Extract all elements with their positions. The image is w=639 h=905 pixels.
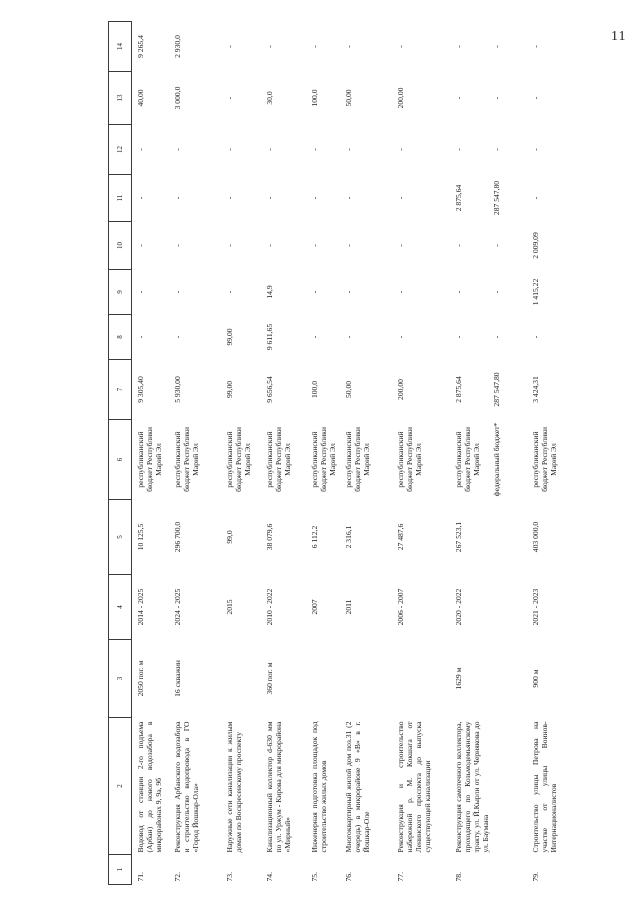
value-col-9: -	[343, 290, 353, 294]
value-regional: -	[453, 290, 463, 294]
estimated-cost: 6 112,2	[309, 525, 319, 549]
value-col-12: -	[224, 148, 234, 151]
value-regional: -	[453, 244, 463, 247]
column-number-10: 10	[109, 222, 132, 270]
value-col-7	[450, 360, 527, 420]
value-col-11	[450, 175, 527, 222]
capacity	[306, 640, 340, 718]
value-federal: -	[491, 45, 501, 48]
value-col-8: 99,00	[224, 328, 234, 346]
funding-source: республиканский бюджет Республики Марий Эл	[343, 427, 371, 492]
value-col-13: 30,0	[264, 91, 274, 105]
value-col-12	[450, 125, 527, 175]
value-col-14: -	[343, 45, 353, 48]
value-col-11: -	[343, 196, 353, 200]
value-col-7: 200,00	[395, 379, 405, 400]
value-col-10: -	[343, 244, 353, 247]
row-number: 79.	[530, 872, 540, 882]
value-col-10: -	[136, 244, 145, 247]
estimated-cost: 2 316,1	[343, 525, 353, 549]
value-col-12: -	[343, 148, 353, 151]
column-number-4: 4	[109, 575, 132, 640]
capacity	[340, 640, 392, 718]
capacity: 900 м	[530, 669, 540, 688]
value-col-7: 99,00	[224, 380, 234, 399]
capacity: 1629 м	[453, 667, 463, 690]
table-row-77	[392, 22, 450, 885]
value-col-11: -	[309, 196, 319, 200]
value-col-8: -	[530, 335, 540, 339]
column-number-14: 14	[109, 22, 132, 72]
value-col-13: -	[224, 96, 234, 100]
investment-objects-table	[108, 21, 565, 885]
value-col-13: 200,00	[395, 87, 405, 109]
value-federal: -	[491, 290, 501, 294]
value-col-8: -	[172, 335, 182, 339]
funding-source: республиканский бюджет Республики Марий Эл	[136, 427, 163, 492]
value-regional: -	[453, 335, 463, 339]
value-regional: -	[453, 45, 463, 48]
value-col-10: -	[224, 244, 234, 247]
estimated-cost: 267 523,1	[453, 521, 463, 553]
capacity: 16 скважин	[172, 660, 182, 697]
value-regional: 2 875,64	[453, 376, 463, 403]
column-number-13: 13	[109, 72, 132, 125]
column-number-6: 6	[109, 420, 132, 500]
value-col-12: -	[530, 148, 540, 151]
value-col-12: -	[172, 148, 182, 151]
estimated-cost: 10 125,5	[136, 523, 145, 551]
table-row-71	[132, 22, 169, 885]
column-number-11: 11	[109, 175, 132, 222]
value-col-13: 100,0	[309, 89, 319, 107]
value-col-8: -	[343, 335, 353, 339]
value-regional: -	[453, 96, 463, 100]
construction-period: 2021 - 2023	[530, 588, 540, 626]
value-col-9: -	[395, 290, 405, 294]
value-col-10: 2 009,09	[530, 232, 540, 259]
funding-source-federal: федеральный бюджет*	[491, 422, 501, 497]
object-name: Водовод от станции 2-го подъема (Арбан) до нового водозабора в микрорайонах 9, 9а, 9б	[136, 721, 163, 853]
column-number-2: 2	[109, 718, 132, 855]
estimated-cost: 403 000,0	[530, 521, 540, 553]
value-col-13: 50,00	[343, 89, 353, 107]
column-number-9: 9	[109, 270, 132, 315]
value-col-14: -	[309, 45, 319, 48]
value-col-11: -	[264, 196, 274, 200]
value-col-9	[450, 270, 527, 315]
value-col-13: -	[530, 96, 540, 100]
table-row-72	[169, 22, 221, 885]
row-number: 77.	[395, 872, 405, 882]
value-col-11: -	[395, 196, 405, 200]
value-federal: -	[491, 96, 501, 100]
object-name: Многоквартирный жилой дом поз.31 (2 очередь) в микрорайоне 9 «В» в г. Йошкар-Оле	[343, 721, 371, 853]
value-col-9: -	[224, 290, 234, 294]
value-col-9: -	[136, 290, 145, 294]
construction-period: 2011	[343, 599, 353, 615]
capacity	[221, 640, 261, 718]
value-col-8: 9 611,65	[264, 323, 274, 351]
column-number-5: 5	[109, 500, 132, 575]
funding-source: республиканский бюджет Республики Марий Эл	[395, 427, 423, 492]
value-col-9: -	[172, 290, 182, 294]
row-number: 72.	[172, 872, 182, 882]
value-col-9: 1 415,22	[530, 278, 540, 306]
table-row-78	[450, 22, 527, 885]
object-name: Реконструкция и строительство набережной р. М. Кокшага от Ленинского проспекта до выпуска существующей канализации	[395, 721, 432, 853]
value-col-14: -	[395, 45, 405, 48]
value-col-14: 9 265,4	[136, 35, 145, 58]
value-col-9: -	[309, 290, 319, 294]
value-col-7: 50,00	[343, 380, 353, 399]
funding-source: республиканский бюджет Республики Марий Эл	[224, 427, 252, 492]
page-number: 11	[611, 29, 627, 44]
funding-source: республиканский бюджет Республики Марий Эл	[264, 427, 292, 492]
column-number-12: 12	[109, 125, 132, 175]
object-name: Наружные сети канализации к жилым домам по Воскресенскому проспекту	[224, 721, 243, 853]
construction-period: 2006 - 2007	[395, 588, 405, 626]
value-col-13: 40,00	[136, 89, 145, 107]
value-col-12: -	[264, 148, 274, 151]
value-col-11: -	[136, 196, 145, 200]
row-number: 71.	[136, 872, 145, 882]
row-number: 78.	[453, 872, 463, 882]
table-row-73	[221, 22, 261, 885]
object-name: Инженерная подготовка площадок под строительство жилых домов	[309, 721, 328, 853]
row-number: 74.	[264, 872, 274, 882]
column-number-3: 3	[109, 640, 132, 718]
value-regional: 2 875,64	[453, 184, 463, 212]
capacity: 360 пог. м	[264, 662, 274, 695]
table-row-76	[340, 22, 392, 885]
funding-source: республиканский бюджет Республики Марий Эл	[309, 427, 337, 492]
column-number-7: 7	[109, 360, 132, 420]
estimated-cost: 27 487,6	[395, 523, 405, 551]
value-col-10: -	[309, 244, 319, 247]
funding-source	[450, 420, 527, 500]
value-col-7: 9 656,54	[264, 376, 274, 403]
row-number: 73.	[224, 872, 234, 882]
value-col-8	[450, 315, 527, 360]
value-col-13	[450, 72, 527, 125]
value-col-10: -	[264, 244, 274, 247]
value-col-11: -	[224, 196, 234, 200]
value-col-12: -	[136, 148, 145, 151]
value-federal: 287 547,80	[491, 372, 501, 407]
value-col-13: 3 000,0	[172, 86, 182, 110]
value-col-9: 14,9	[264, 285, 274, 299]
column-number-8: 8	[109, 315, 132, 360]
value-col-12: -	[309, 148, 319, 151]
value-col-14	[450, 22, 527, 72]
object-name: Канализационный коллектор d-630 мм по ул. Уржум - Кирова для микрорайона «Мирный»	[264, 721, 292, 853]
table-row-79	[527, 22, 565, 885]
value-col-14: -	[264, 45, 274, 48]
row-number: 75.	[309, 872, 319, 882]
capacity: 2050 пог. м	[136, 660, 145, 697]
value-col-7: 9 305,40	[136, 376, 145, 403]
value-col-8: -	[395, 335, 405, 339]
construction-period: 2007	[309, 599, 319, 615]
value-col-7: 5 930,00	[172, 376, 182, 403]
column-number-1: 1	[109, 855, 132, 885]
estimated-cost: 296 700,0	[172, 521, 182, 553]
value-federal: 287 547,80	[491, 180, 501, 216]
row-number: 76.	[343, 872, 353, 882]
value-col-7: 100,0	[309, 380, 319, 399]
object-name: Реконструкция самотечного коллектора, проходящего по Козьмодемьянскому тракту, ул. Й.Кырли от ул. Чернякова до ул. Баумана	[453, 721, 490, 853]
table-row-74	[261, 22, 306, 885]
value-col-10: -	[172, 244, 182, 247]
column-number-header-row	[109, 22, 132, 885]
construction-period: 2010 - 2022	[264, 588, 274, 626]
value-col-14: -	[224, 45, 234, 48]
value-regional: -	[453, 148, 463, 151]
value-federal: -	[491, 148, 501, 151]
value-col-14: 2 930,0	[172, 35, 182, 58]
value-col-11: -	[172, 196, 182, 200]
construction-period: 2015	[224, 599, 234, 615]
value-col-10: -	[395, 244, 405, 247]
value-col-10	[450, 222, 527, 270]
value-col-11: -	[530, 196, 540, 200]
estimated-cost: 99,0	[224, 530, 234, 544]
funding-source: республиканский бюджет Республики Марий Эл	[530, 427, 558, 492]
value-col-8: -	[136, 335, 145, 339]
funding-source: республиканский бюджет Республики Марий Эл	[172, 427, 200, 492]
value-col-12: -	[395, 148, 405, 151]
estimated-cost: 38 079,6	[264, 523, 274, 551]
table-row-75	[306, 22, 340, 885]
value-col-8: -	[309, 335, 319, 339]
capacity	[392, 640, 450, 718]
construction-period: 2024 - 2025	[172, 588, 182, 626]
object-name: Реконструкция Арбанского водозабора и строительство водопровода в ГО «Город Йошкар-Ола»	[172, 721, 200, 853]
construction-period: 2020 - 2022	[453, 588, 463, 626]
value-federal: -	[491, 244, 501, 247]
value-federal: -	[491, 335, 501, 339]
value-col-14: -	[530, 45, 540, 48]
value-col-7: 3 424,31	[530, 376, 540, 403]
object-name: Строительство улицы Петрова на участке от улицы Воинов-Интернационалистов	[530, 721, 558, 853]
construction-period: 2014 - 2025	[136, 588, 145, 626]
funding-source-regional: республиканский бюджет Республики Марий Эл	[453, 427, 481, 492]
